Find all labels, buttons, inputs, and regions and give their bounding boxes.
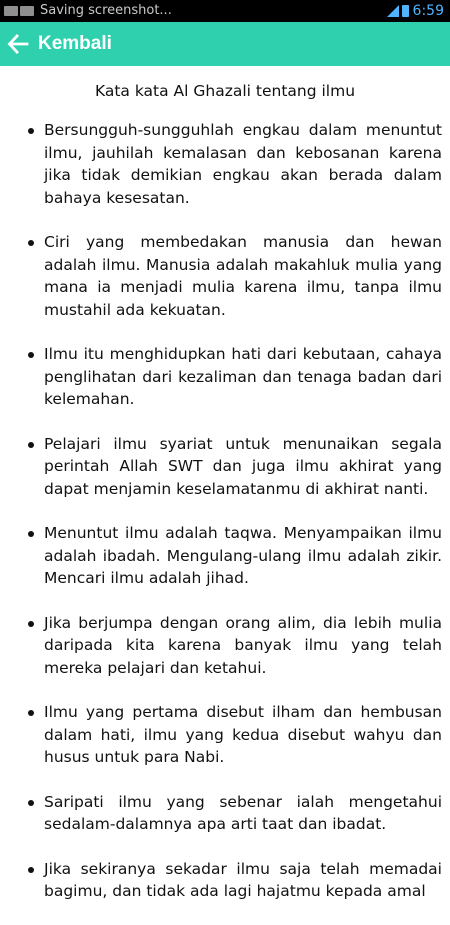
status-bar xyxy=(0,0,450,22)
bullet-icon xyxy=(28,240,34,246)
bullet-icon xyxy=(28,531,34,537)
quote-text: Menuntut ilmu adalah taqwa. Menyampaikan ilmu adalah ibadah. Mengulang-ulang ilmu adalah zikir. Mencari ilmu adalah jihad. xyxy=(44,524,442,587)
bullet-icon xyxy=(28,621,34,627)
quote-item xyxy=(28,522,442,590)
quote-text: Jika sekiranya sekadar ilmu saja telah memadai bagimu, dan tidak ada lagi hajatmu kepada amal xyxy=(44,859,442,900)
bullet-icon xyxy=(28,710,34,716)
quote-text: Saripati ilmu yang sebenar ialah mengetahui sedalam-dalamnya apa arti taat dan ibadat. xyxy=(44,792,442,833)
bullet-icon xyxy=(28,352,34,358)
bullet-icon xyxy=(28,800,34,806)
quote-item xyxy=(28,231,442,321)
signal-icon xyxy=(387,5,399,17)
quote-item xyxy=(28,433,442,501)
bullet-icon xyxy=(28,442,34,448)
quote-text: Ilmu itu menghidupkan hati dari kebutaan, cahaya penglihatan dari kezaliman dan tenaga badan dari kelemahan. xyxy=(44,345,442,408)
quote-item xyxy=(28,612,442,680)
bullet-icon xyxy=(28,867,34,873)
quote-item xyxy=(28,701,442,769)
clock: 6:59 xyxy=(412,3,444,19)
page-title: Kata kata Al Ghazali tentang ilmu xyxy=(94,82,356,100)
quote-text: Jika berjumpa dengan orang alim, dia lebih mulia daripada kita karena banyak ilmu yang telah mereka pelajari dan ketahui. xyxy=(44,613,442,677)
notification-text: Saving screenshot... xyxy=(40,3,172,18)
quote-text: Ciri yang membedakan manusia dan hewan adalah ilmu. Manusia adalah makahluk mulia yang mana ia menjadi mulia karena ilmu, tanpa ilmu mustahil ada kekuatan. xyxy=(44,233,442,319)
back-button-label[interactable]: Kembali xyxy=(38,33,112,54)
status-indicators xyxy=(387,4,444,18)
quote-list xyxy=(28,119,442,925)
quote-text: Ilmu yang pertama disebut ilham dan hembusan dalam hati, ilmu yang kedua disebut wahyu dan husus untuk para Nabi. xyxy=(44,703,442,766)
quote-item xyxy=(28,343,442,411)
notification-icon xyxy=(20,6,34,16)
quote-item xyxy=(28,858,442,903)
quote-text: Pelajari ilmu syariat untuk menunaikan segala perintah Allah SWT dan juga ilmu akhirat yang dapat menjamin keselamatanmu di akhirat nanti. xyxy=(44,434,442,498)
quote-text: Bersungguh-sungguhlah engkau dalam menuntut ilmu, jauhilah kemalasan dan kebosanan karena jika tidak demikian engkau akan berada dalam bahaya kesesatan. xyxy=(44,121,442,207)
back-arrow-icon[interactable] xyxy=(4,30,32,58)
app-bar xyxy=(0,22,450,66)
quote-item xyxy=(28,119,442,209)
screenshot-icon xyxy=(4,6,18,16)
article-content[interactable] xyxy=(0,66,450,900)
bullet-icon xyxy=(28,128,34,134)
battery-icon xyxy=(402,5,409,17)
quote-item xyxy=(28,791,442,836)
notification-area xyxy=(4,4,172,18)
